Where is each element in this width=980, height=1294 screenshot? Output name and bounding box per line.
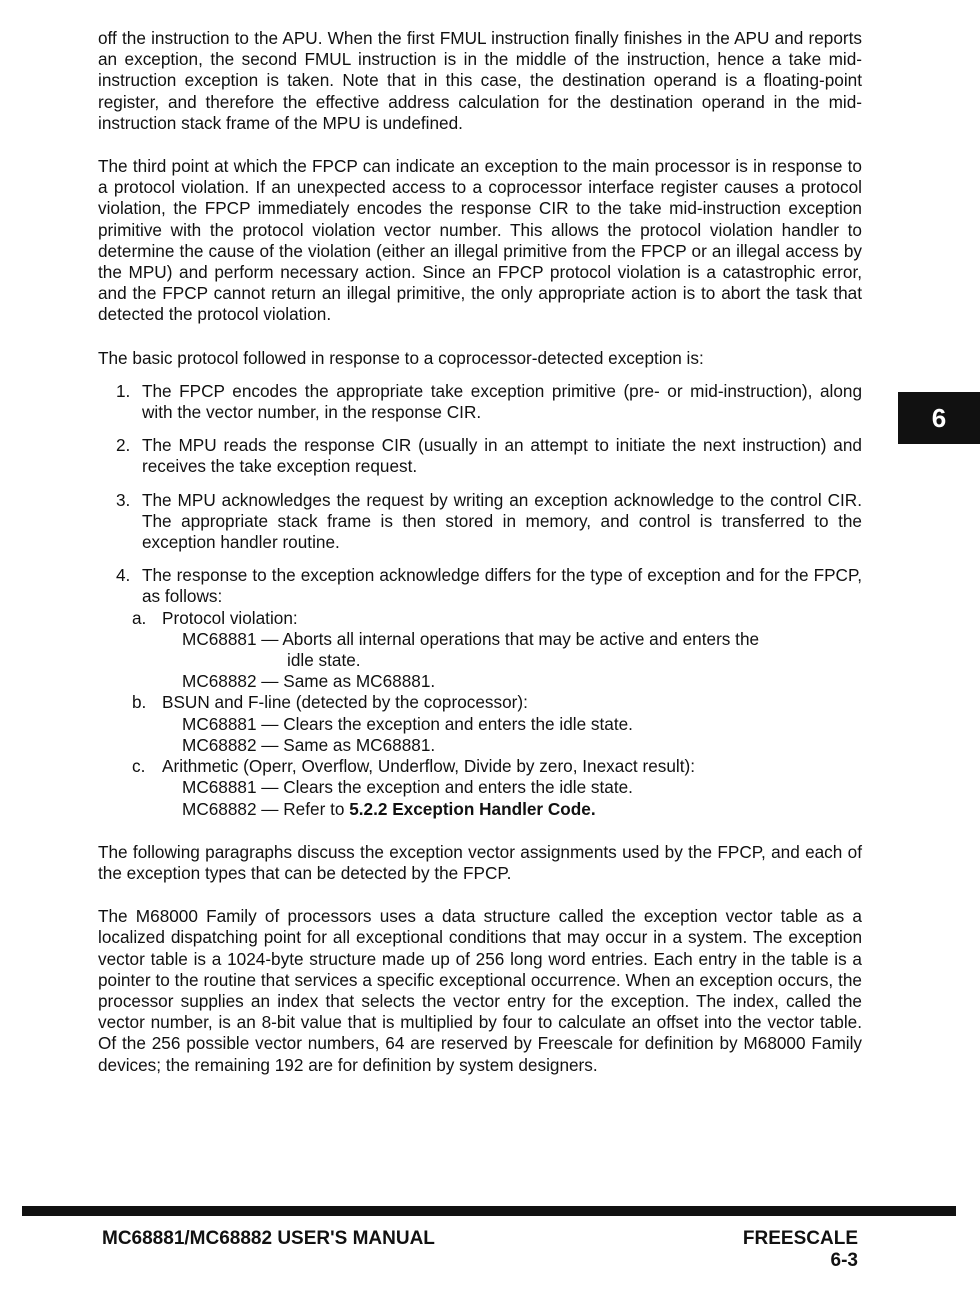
- list-item: [98, 381, 862, 423]
- step-number: 4.: [116, 565, 131, 586]
- paragraph-protocol-violation: The third point at which the FPCP can indicate an exception to the main processor is in response to a protocol violation. If an unexpected access to a coprocessor interface register causes a protocol violation, the FPCP immediately encodes the response CIR to the take mid-instruction exception primitive with the protocol violation vector number. This allows the protocol violation handler to determine the cause of the violation (either an illegal primitive from the FPCP or an illegal access by the MPU) and perform necessary action. Since an FPCP protocol violation is a catastrophic error, and the FPCP cannot return an illegal primitive, the only appropriate action is to abort the task that detected the protocol violation.: [98, 156, 862, 325]
- cross-reference-link[interactable]: 5.2.2 Exception Handler Code.: [349, 798, 596, 819]
- paragraph-vector-table: The M68000 Family of processors uses a data structure called the exception vector table as a localized dispatching point for all exceptional conditions that may occur in a system. The exception vector table is a 1024-byte structure made up of 256 long word entries. Each entry in the table is a pointer to the routine that services a specific exceptional occurrence. When an exception occurs, the processor supplies an index that selects the vector entry for the exception. The index, called the vector number, is an 8-bit value that is multiplied by four to calculate an offset into the vector table. Of the 256 possible vector numbers, 64 are reserved by Freescale for definition by M68000 Family devices; the remaining 192 are for definition by system designers.: [98, 906, 862, 1075]
- step-number: 1.: [116, 380, 131, 401]
- list-item: [98, 692, 862, 756]
- sub-letter: a.: [132, 607, 147, 628]
- footer-brand: FREESCALE: [742, 1228, 858, 1249]
- list-item: [98, 490, 862, 554]
- sub-title: BSUN and F-line (detected by the coprocessor):: [162, 692, 528, 713]
- mc68882-response: [162, 799, 862, 820]
- footer-brand-block: [743, 1228, 858, 1272]
- step-number: 3.: [116, 489, 131, 510]
- section-tab: 6: [898, 392, 980, 444]
- sub-title: Protocol violation:: [162, 607, 298, 628]
- response-text: MC68881 — Aborts all internal operations that may be active and enters the: [182, 628, 760, 649]
- step-text: The FPCP encodes the appropriate take exception primitive (pre- or mid-instruction), along with the vector number, in the response CIR.: [142, 380, 862, 423]
- mc68882-response: MC68882 — Same as MC68881.: [182, 734, 436, 755]
- step-text: The response to the exception acknowledge differs for the type of exception and for the FPCP, as follows:: [142, 565, 862, 607]
- page-number: 6-3: [830, 1250, 858, 1271]
- list-item: [98, 756, 862, 820]
- mc68881-response: MC68881 — Clears the exception and enters the idle state.: [182, 777, 633, 798]
- mc68881-response: MC68881 — Clears the exception and enters the idle state.: [182, 713, 633, 734]
- sub-letter: b.: [132, 692, 147, 713]
- mc68882-response: MC68882 — Same as MC68881.: [182, 671, 436, 692]
- step-text: The MPU reads the response CIR (usually in an attempt to initiate the next instruction) and receives the take exception request.: [142, 435, 862, 477]
- response-text: MC68882 — Refer to: [182, 798, 350, 819]
- protocol-steps-list: [98, 381, 862, 608]
- mc68881-response: [162, 629, 862, 671]
- list-item: [98, 435, 862, 477]
- paragraph-basic-protocol: The basic protocol followed in response to a coprocessor-detected exception is:: [98, 347, 704, 368]
- step-number: 2.: [116, 435, 131, 456]
- sub-title: Arithmetic (Operr, Overflow, Underflow, Divide by zero, Inexact result):: [162, 756, 695, 777]
- footer-manual-title: MC68881/MC68882 USER'S MANUAL: [102, 1228, 435, 1249]
- step-text: The MPU acknowledges the request by writing an exception acknowledge to the control CIR. The appropriate stack frame is then stored in memory, and control is transferred to the exception handler routine.: [142, 489, 862, 553]
- footer-rule: [22, 1206, 956, 1216]
- sub-letter: c.: [132, 756, 146, 777]
- page-body: [98, 28, 862, 1098]
- list-item: [98, 608, 862, 693]
- paragraph-following: The following paragraphs discuss the exception vector assignments used by the FPCP, and each of the exception types that can be detected by the FPCP.: [98, 841, 862, 883]
- response-continuation: idle state.: [287, 650, 361, 671]
- paragraph-fmul-exception: off the instruction to the APU. When the first FMUL instruction finally finishes in the APU and reports an exception, the second FMUL instruction is in the middle of the instruction, hence a take mid-instruction exception is taken. Note that in this case, the destination operand is a floating-point register, and therefore the effective address calculation for the destination operand in the mid-instruction stack frame of the MPU is undefined.: [98, 28, 862, 133]
- exception-response-list: [98, 608, 862, 820]
- list-item: [98, 565, 862, 607]
